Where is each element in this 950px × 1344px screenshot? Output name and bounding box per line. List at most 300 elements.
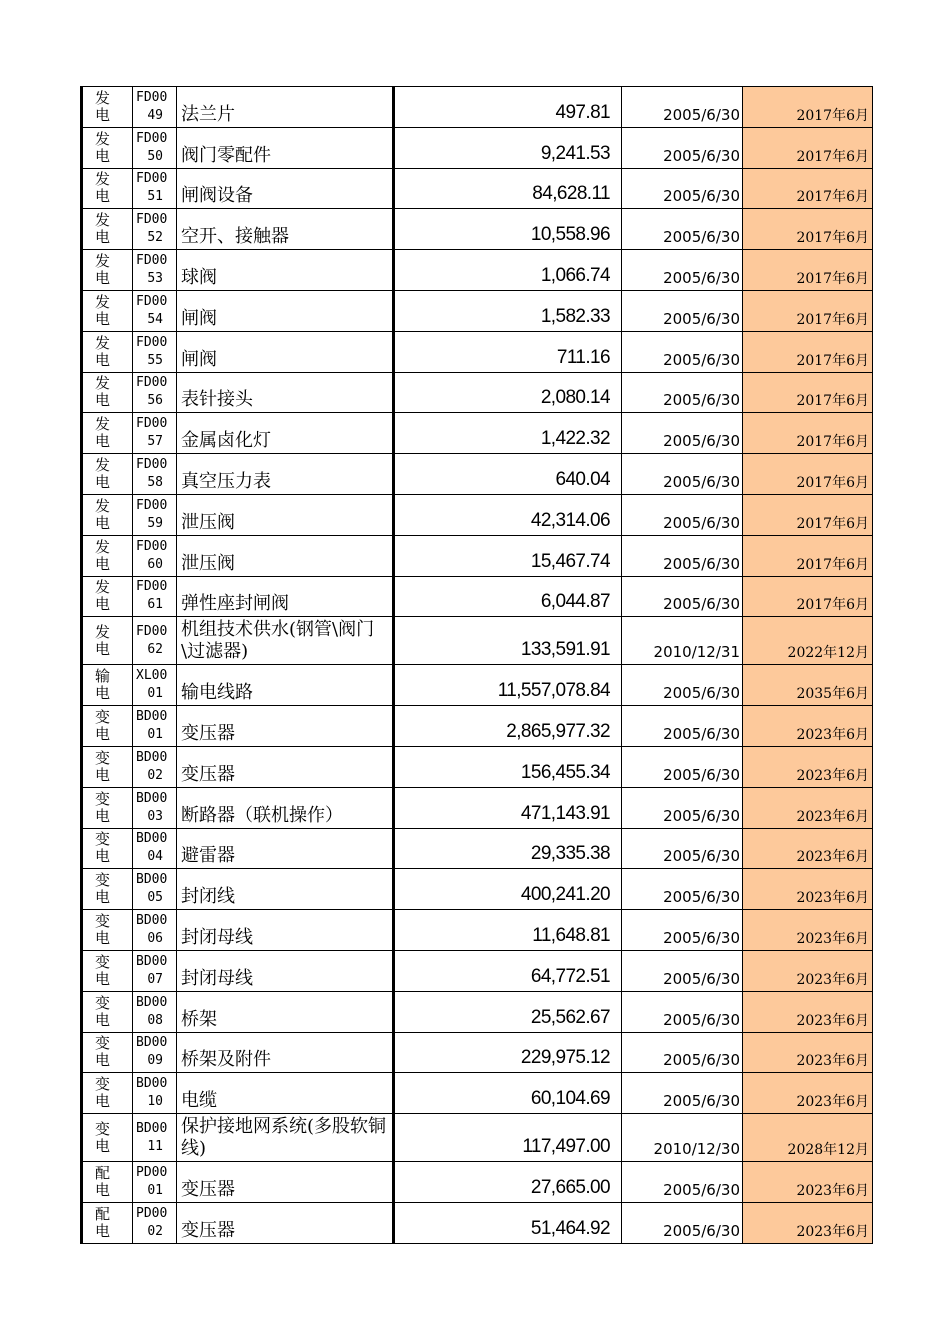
code-cell[interactable] [133,331,177,372]
asset-name-cell[interactable]: 封闭母线 [177,910,394,951]
category-char-2: 电 [95,1221,111,1240]
end-date-cell[interactable]: 2017年6月 [743,372,873,413]
asset-name-cell[interactable]: 泄压阀 [177,494,394,535]
category-char-1: 配 [95,1164,111,1183]
amount-cell[interactable]: 400,241.20 [394,869,622,910]
date-cell[interactable]: 2005/6/30 [622,331,743,372]
category-cell[interactable] [82,168,133,209]
code-number: 11 [147,1138,163,1154]
date-cell[interactable]: 2005/6/30 [622,209,743,250]
code-cell[interactable] [133,290,177,331]
category-char-2: 电 [95,350,111,369]
code-prefix: BD00 [136,831,168,847]
category-char-2: 电 [95,1051,111,1070]
date-cell[interactable]: 2005/6/30 [622,869,743,910]
amount-cell[interactable]: 640.04 [394,454,622,495]
table-row [82,250,873,291]
category-cell[interactable] [82,127,133,168]
category-cell[interactable] [82,746,133,787]
amount-cell[interactable]: 2,865,977.32 [394,706,622,747]
category-cell[interactable] [82,535,133,576]
code-prefix: BD00 [136,994,168,1010]
category-char-2: 电 [95,146,111,165]
code-cell[interactable] [133,706,177,747]
asset-name-cell[interactable]: 避雷器 [177,828,394,869]
amount-cell[interactable]: 42,314.06 [394,494,622,535]
date-cell[interactable]: 2005/6/30 [622,665,743,706]
code-number: 51 [147,189,163,205]
category-char-2: 电 [95,1092,111,1111]
category-char-1: 发 [95,415,111,434]
amount-cell[interactable]: 64,772.51 [394,950,622,991]
table-row [82,869,873,910]
asset-name-cell[interactable]: 变压器 [177,1202,394,1243]
code-prefix: FD00 [136,89,168,105]
end-date-cell[interactable]: 2023年6月 [743,787,873,828]
table-row [82,535,873,576]
asset-name-cell[interactable]: 输电线路 [177,665,394,706]
asset-name-cell[interactable]: 金属卤化灯 [177,413,394,454]
category-char-2: 电 [95,228,111,247]
category-char-2: 电 [95,432,111,451]
category-char-1: 变 [95,993,111,1012]
code-cell[interactable] [133,950,177,991]
date-cell[interactable]: 2005/6/30 [622,87,743,128]
category-cell[interactable] [82,1073,133,1114]
category-char-2: 电 [95,847,111,866]
amount-cell[interactable]: 497.81 [394,87,622,128]
category-char-1: 变 [95,748,111,767]
asset-name-cell[interactable]: 保护接地网系统(多股软铜线) [177,1114,394,1162]
end-date-cell[interactable]: 2023年6月 [743,1162,873,1203]
code-cell[interactable] [133,372,177,413]
code-number: 60 [147,556,163,572]
category-cell[interactable] [82,494,133,535]
code-number: 59 [147,515,163,531]
asset-name-cell[interactable]: 桥架及附件 [177,1032,394,1073]
table-row [82,910,873,951]
asset-name-cell[interactable]: 闸阀 [177,331,394,372]
code-prefix: PD00 [136,1165,168,1181]
date-cell[interactable]: 2010/12/31 [622,617,743,665]
category-char-1: 配 [95,1204,111,1223]
category-cell[interactable] [82,1114,133,1162]
category-char-2: 电 [95,1010,111,1029]
table-row [82,576,873,617]
amount-cell[interactable]: 11,648.81 [394,910,622,951]
code-number: 07 [147,971,163,987]
end-date-cell[interactable]: 2017年6月 [743,250,873,291]
code-number: 52 [147,230,163,246]
table-row [82,168,873,209]
category-char-2: 电 [95,806,111,825]
date-cell[interactable]: 2005/6/30 [622,746,743,787]
asset-name-cell[interactable]: 法兰片 [177,87,394,128]
code-cell[interactable] [133,494,177,535]
code-prefix: BD00 [136,790,168,806]
end-date-cell[interactable]: 2023年6月 [743,869,873,910]
amount-cell[interactable]: 15,467.74 [394,535,622,576]
code-number: 49 [147,107,163,123]
asset-name-cell[interactable]: 机组技术供水(钢管\阀门\过滤器) [177,617,394,665]
code-prefix: BD00 [136,1035,168,1051]
category-char-1: 发 [95,129,111,148]
code-prefix: XL00 [136,668,168,684]
code-prefix: FD00 [136,334,168,350]
category-cell[interactable] [82,617,133,665]
category-char-2: 电 [95,684,111,703]
asset-name-cell[interactable]: 阀门零配件 [177,127,394,168]
category-cell[interactable] [82,87,133,128]
table-row [82,991,873,1032]
end-date-cell[interactable]: 2023年6月 [743,1032,873,1073]
code-number: 61 [147,597,163,613]
end-date-cell[interactable]: 2023年6月 [743,1073,873,1114]
code-prefix: FD00 [136,293,168,309]
category-cell[interactable] [82,209,133,250]
date-cell[interactable]: 2005/6/30 [622,372,743,413]
amount-cell[interactable]: 471,143.91 [394,787,622,828]
date-cell[interactable]: 2005/6/30 [622,290,743,331]
category-char-1: 发 [95,88,111,107]
code-prefix: FD00 [136,375,168,391]
end-date-cell[interactable]: 2028年12月 [743,1114,873,1162]
amount-cell[interactable]: 51,464.92 [394,1202,622,1243]
asset-name-cell[interactable]: 球阀 [177,250,394,291]
amount-cell[interactable]: 25,562.67 [394,991,622,1032]
end-date-cell[interactable]: 2017年6月 [743,168,873,209]
date-cell[interactable]: 2005/6/30 [622,454,743,495]
asset-name-cell[interactable]: 闸阀 [177,290,394,331]
category-char-2: 电 [95,595,111,614]
code-cell[interactable] [133,209,177,250]
code-cell[interactable] [133,787,177,828]
table-row [82,127,873,168]
code-cell[interactable] [133,168,177,209]
code-cell[interactable] [133,1032,177,1073]
end-date-cell[interactable]: 2023年6月 [743,746,873,787]
category-cell[interactable] [82,250,133,291]
category-cell[interactable] [82,413,133,454]
code-cell[interactable] [133,127,177,168]
category-char-1: 变 [95,871,111,890]
date-cell[interactable]: 2005/6/30 [622,535,743,576]
asset-name-cell[interactable]: 闸阀设备 [177,168,394,209]
end-date-cell[interactable]: 2023年6月 [743,991,873,1032]
table-row [82,828,873,869]
code-cell[interactable] [133,746,177,787]
code-prefix: BD00 [136,709,168,725]
amount-cell[interactable]: 1,582.33 [394,290,622,331]
table-row [82,1202,873,1243]
amount-cell[interactable]: 1,422.32 [394,413,622,454]
category-cell[interactable] [82,828,133,869]
code-cell[interactable] [133,1162,177,1203]
category-cell[interactable] [82,869,133,910]
amount-cell[interactable]: 27,665.00 [394,1162,622,1203]
category-char-2: 电 [95,473,111,492]
code-cell[interactable] [133,535,177,576]
category-char-1: 变 [95,708,111,727]
category-char-1: 变 [95,952,111,971]
code-prefix: BD00 [136,1120,168,1136]
category-char-1: 发 [95,333,111,352]
end-date-cell[interactable]: 2017年6月 [743,331,873,372]
category-char-1: 发 [95,456,111,475]
category-cell[interactable] [82,665,133,706]
category-char-2: 电 [95,1181,111,1200]
amount-cell[interactable]: 29,335.38 [394,828,622,869]
code-number: 04 [147,849,163,865]
amount-cell[interactable]: 1,066.74 [394,250,622,291]
table-row [82,950,873,991]
code-cell[interactable] [133,576,177,617]
date-cell[interactable]: 2005/6/30 [622,250,743,291]
code-prefix: BD00 [136,913,168,929]
end-date-cell[interactable]: 2023年6月 [743,828,873,869]
amount-cell[interactable]: 10,558.96 [394,209,622,250]
code-number: 03 [147,808,163,824]
date-cell[interactable]: 2010/12/30 [622,1114,743,1162]
category-cell[interactable] [82,787,133,828]
table-row [82,706,873,747]
code-prefix: BD00 [136,872,168,888]
asset-name-cell[interactable]: 变压器 [177,706,394,747]
category-char-2: 电 [95,639,111,658]
asset-table [80,86,873,1244]
category-cell[interactable] [82,290,133,331]
code-prefix: FD00 [136,130,168,146]
code-prefix: FD00 [136,416,168,432]
asset-name-cell[interactable]: 表针接头 [177,372,394,413]
code-cell[interactable] [133,250,177,291]
code-cell[interactable] [133,828,177,869]
category-cell[interactable] [82,454,133,495]
code-cell[interactable] [133,1073,177,1114]
code-prefix: PD00 [136,1205,168,1221]
amount-cell[interactable]: 117,497.00 [394,1114,622,1162]
code-number: 55 [147,352,163,368]
asset-name-cell[interactable]: 真空压力表 [177,454,394,495]
category-char-2: 电 [95,513,111,532]
code-number: 08 [147,1012,163,1028]
code-number: 06 [147,931,163,947]
asset-name-cell[interactable]: 封闭线 [177,869,394,910]
code-prefix: FD00 [136,538,168,554]
date-cell[interactable]: 2005/6/30 [622,413,743,454]
asset-name-cell[interactable]: 断路器（联机操作） [177,787,394,828]
asset-name-cell[interactable]: 桥架 [177,991,394,1032]
table-row [82,494,873,535]
code-prefix: FD00 [136,579,168,595]
date-cell[interactable]: 2005/6/30 [622,494,743,535]
code-prefix: BD00 [136,749,168,765]
category-cell[interactable] [82,910,133,951]
code-number: 09 [147,1053,163,1069]
category-char-1: 输 [95,667,111,686]
code-cell[interactable] [133,87,177,128]
end-date-cell[interactable]: 2017年6月 [743,413,873,454]
table-row [82,413,873,454]
end-date-cell[interactable]: 2017年6月 [743,290,873,331]
asset-name-cell[interactable]: 电缆 [177,1073,394,1114]
amount-cell[interactable]: 2,080.14 [394,372,622,413]
amount-cell[interactable]: 84,628.11 [394,168,622,209]
date-cell[interactable]: 2005/6/30 [622,950,743,991]
amount-cell[interactable]: 133,591.91 [394,617,622,665]
amount-cell[interactable]: 156,455.34 [394,746,622,787]
code-prefix: FD00 [136,457,168,473]
amount-cell[interactable]: 711.16 [394,331,622,372]
table-row [82,1162,873,1203]
category-char-2: 电 [95,765,111,784]
category-char-1: 发 [95,292,111,311]
end-date-cell[interactable]: 2023年6月 [743,910,873,951]
category-char-1: 变 [95,912,111,931]
code-prefix: BD00 [136,1076,168,1092]
asset-name-cell[interactable]: 泄压阀 [177,535,394,576]
end-date-cell[interactable]: 2023年6月 [743,1202,873,1243]
asset-name-cell[interactable]: 弹性座封闸阀 [177,576,394,617]
category-char-2: 电 [95,105,111,124]
asset-table-body [82,87,873,1244]
category-char-1: 变 [95,1075,111,1094]
code-number: 02 [147,1223,163,1239]
category-char-1: 发 [95,578,111,597]
category-char-2: 电 [95,309,111,328]
date-cell[interactable]: 2005/6/30 [622,168,743,209]
code-prefix: FD00 [136,497,168,513]
date-cell[interactable]: 2005/6/30 [622,1032,743,1073]
date-cell[interactable]: 2005/6/30 [622,1162,743,1203]
code-number: 62 [147,641,163,657]
end-date-cell[interactable]: 2022年12月 [743,617,873,665]
date-cell[interactable]: 2005/6/30 [622,910,743,951]
code-number: 05 [147,890,163,906]
category-cell[interactable] [82,1032,133,1073]
date-cell[interactable]: 2005/6/30 [622,576,743,617]
category-char-1: 发 [95,537,111,556]
code-number: 54 [147,311,163,327]
asset-name-cell[interactable]: 空开、接触器 [177,209,394,250]
end-date-cell[interactable]: 2035年6月 [743,665,873,706]
table-row [82,665,873,706]
category-char-1: 变 [95,789,111,808]
code-number: 01 [147,1183,163,1199]
category-cell[interactable] [82,991,133,1032]
code-number: 01 [147,686,163,702]
table-row [82,372,873,413]
category-cell[interactable] [82,950,133,991]
table-row [82,454,873,495]
date-cell[interactable]: 2005/6/30 [622,706,743,747]
end-date-cell[interactable]: 2017年6月 [743,535,873,576]
amount-cell[interactable]: 60,104.69 [394,1073,622,1114]
code-cell[interactable] [133,910,177,951]
code-cell[interactable] [133,1202,177,1243]
end-date-cell[interactable]: 2017年6月 [743,209,873,250]
code-prefix: FD00 [136,212,168,228]
category-cell[interactable] [82,372,133,413]
end-date-cell[interactable]: 2023年6月 [743,950,873,991]
category-cell[interactable] [82,706,133,747]
amount-cell[interactable]: 6,044.87 [394,576,622,617]
category-char-1: 发 [95,211,111,230]
table-row [82,746,873,787]
code-prefix: FD00 [136,171,168,187]
asset-name-cell[interactable]: 变压器 [177,746,394,787]
code-number: 57 [147,434,163,450]
amount-cell[interactable]: 9,241.53 [394,127,622,168]
category-char-1: 发 [95,170,111,189]
code-cell[interactable] [133,869,177,910]
table-row [82,787,873,828]
category-char-2: 电 [95,929,111,948]
table-row [82,209,873,250]
date-cell[interactable]: 2005/6/30 [622,127,743,168]
code-cell[interactable] [133,1114,177,1162]
code-cell[interactable] [133,413,177,454]
code-number: 01 [147,727,163,743]
category-cell[interactable] [82,331,133,372]
category-char-1: 发 [95,374,111,393]
end-date-cell[interactable]: 2017年6月 [743,87,873,128]
category-char-2: 电 [95,554,111,573]
code-cell[interactable] [133,665,177,706]
table-row [82,1032,873,1073]
category-char-1: 变 [95,1034,111,1053]
category-char-2: 电 [95,1136,111,1155]
end-date-cell[interactable]: 2017年6月 [743,127,873,168]
end-date-cell[interactable]: 2017年6月 [743,494,873,535]
end-date-cell[interactable]: 2017年6月 [743,454,873,495]
category-char-2: 电 [95,969,111,988]
category-char-2: 电 [95,888,111,907]
code-number: 50 [147,148,163,164]
category-char-1: 发 [95,622,111,641]
code-cell[interactable] [133,454,177,495]
category-char-1: 发 [95,496,111,515]
code-prefix: BD00 [136,953,168,969]
code-prefix: FD00 [136,623,168,639]
table-row [82,1073,873,1114]
category-cell[interactable] [82,1202,133,1243]
end-date-cell[interactable]: 2017年6月 [743,576,873,617]
code-number: 53 [147,271,163,287]
date-cell[interactable]: 2005/6/30 [622,1073,743,1114]
category-cell[interactable] [82,1162,133,1203]
end-date-cell[interactable]: 2023年6月 [743,706,873,747]
code-prefix: FD00 [136,253,168,269]
code-cell[interactable] [133,991,177,1032]
amount-cell[interactable]: 11,557,078.84 [394,665,622,706]
category-char-2: 电 [95,391,111,410]
asset-name-cell[interactable]: 封闭母线 [177,950,394,991]
code-number: 02 [147,767,163,783]
asset-name-cell[interactable]: 变压器 [177,1162,394,1203]
amount-cell[interactable]: 229,975.12 [394,1032,622,1073]
date-cell[interactable]: 2005/6/30 [622,991,743,1032]
date-cell[interactable]: 2005/6/30 [622,787,743,828]
table-row [82,617,873,665]
table-row [82,87,873,128]
date-cell[interactable]: 2005/6/30 [622,1202,743,1243]
code-cell[interactable] [133,617,177,665]
category-cell[interactable] [82,576,133,617]
category-char-1: 变 [95,830,111,849]
date-cell[interactable]: 2005/6/30 [622,828,743,869]
code-number: 58 [147,475,163,491]
